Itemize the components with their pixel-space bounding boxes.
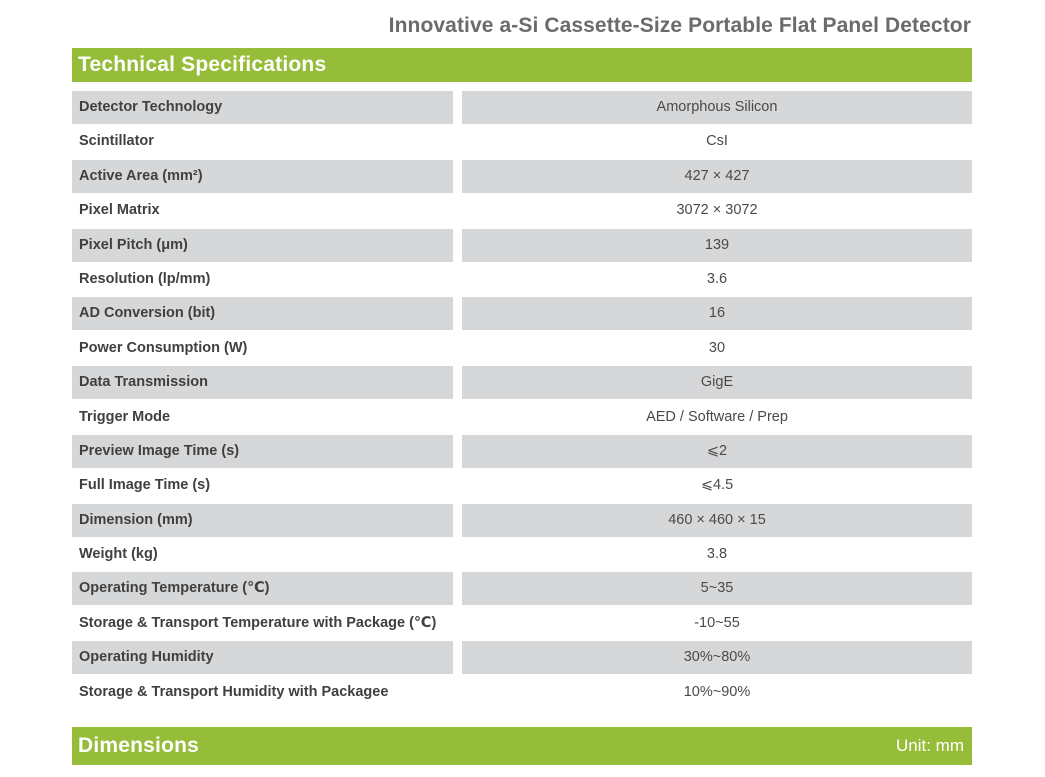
table-row: [72, 263, 972, 297]
spec-value: 10%~90%: [683, 683, 751, 700]
spec-label: Dimension (mm): [72, 504, 453, 537]
spec-value: 3072 × 3072: [676, 202, 758, 219]
technical-specifications-header: [72, 48, 972, 82]
spec-table: [72, 91, 972, 710]
spec-value: GigE: [462, 366, 972, 399]
spec-label: Storage & Transport Temperature with Package (℃): [79, 614, 437, 631]
spec-value: 3.8: [706, 546, 728, 563]
table-row: [72, 435, 972, 469]
table-row: [72, 91, 972, 125]
spec-label: Operating Humidity: [72, 641, 453, 674]
table-row: [72, 366, 972, 400]
table-row: [72, 229, 972, 263]
table-row: [72, 297, 972, 331]
spec-value: 30%~80%: [462, 641, 972, 674]
spec-label: Active Area (mm²): [72, 160, 453, 193]
spec-label: AD Conversion (bit): [72, 297, 453, 330]
spec-label: Full Image Time (s): [79, 477, 211, 494]
table-row: [72, 194, 972, 228]
section-title: Technical Specifications: [78, 53, 327, 76]
spec-label: Pixel Matrix: [79, 202, 160, 219]
spec-value: 30: [708, 339, 726, 356]
spec-value: ⩽4.5: [700, 477, 734, 494]
section-title: Dimensions: [78, 734, 200, 757]
spec-label: Scintillator: [79, 133, 154, 150]
table-row: [72, 572, 972, 606]
spec-value: 427 × 427: [462, 160, 972, 193]
table-row: [72, 676, 972, 710]
spec-label: Resolution (lp/mm): [79, 270, 211, 287]
spec-value: 139: [462, 229, 972, 262]
spec-value: 460 × 460 × 15: [462, 504, 972, 537]
spec-label: Operating Temperature (℃): [72, 572, 453, 605]
spec-value: 5~35: [462, 572, 972, 605]
dimensions-header: [72, 727, 972, 765]
spec-label: Storage & Transport Humidity with Packagee: [79, 683, 389, 700]
table-row: [72, 160, 972, 194]
spec-value: Amorphous Silicon: [462, 91, 972, 124]
spec-label: Weight (kg): [79, 546, 158, 563]
document-title: Innovative a-Si Cassette-Size Portable Flat Panel Detector: [388, 14, 971, 37]
table-row: [72, 469, 972, 503]
spec-label: Detector Technology: [72, 91, 453, 124]
spec-label: Data Transmission: [72, 366, 453, 399]
spec-value: CsI: [706, 133, 728, 150]
spec-label: Power Consumption (W): [79, 339, 248, 356]
spec-value: 3.6: [706, 270, 728, 287]
table-row: [72, 538, 972, 572]
table-row: [72, 641, 972, 675]
table-row: [72, 504, 972, 538]
spec-value: ⩽2: [462, 435, 972, 468]
spec-label: Trigger Mode: [79, 408, 171, 425]
spec-value: AED / Software / Prep: [646, 408, 788, 425]
table-row: [72, 125, 972, 159]
table-row: [72, 607, 972, 641]
spec-value: 16: [462, 297, 972, 330]
table-row: [72, 332, 972, 366]
spec-value: -10~55: [694, 614, 740, 631]
spec-label: Pixel Pitch (μm): [72, 229, 453, 262]
unit-label: Unit: mm: [896, 736, 964, 755]
table-row: [72, 401, 972, 435]
spec-label: Preview Image Time (s): [72, 435, 453, 468]
